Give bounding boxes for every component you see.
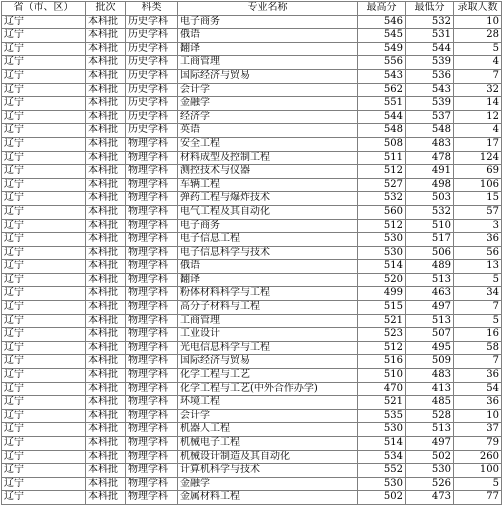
cell-major: 国际经济与贸易 <box>178 355 358 369</box>
cell-min-score: 507 <box>406 328 454 342</box>
header-admitted: 录取人数 <box>454 2 502 16</box>
cell-admitted: 57 <box>454 205 502 219</box>
cell-subject: 物理学科 <box>126 287 178 301</box>
cell-min-score: 539 <box>406 56 454 70</box>
header-province: 省（市、区） <box>2 2 86 16</box>
cell-min-score: 485 <box>406 396 454 410</box>
cell-subject: 物理学科 <box>126 477 178 491</box>
cell-province: 辽宁 <box>2 178 86 192</box>
cell-major: 高分子材料与工程 <box>178 301 358 315</box>
cell-admitted: 34 <box>454 287 502 301</box>
cell-min-score: 517 <box>406 233 454 247</box>
cell-max-score: 521 <box>358 396 406 410</box>
cell-max-score: 543 <box>358 69 406 83</box>
cell-batch: 本科批 <box>86 464 126 478</box>
cell-max-score: 560 <box>358 205 406 219</box>
table-row <box>2 29 502 43</box>
table-row <box>2 328 502 342</box>
header-min-score: 最低分 <box>406 2 454 16</box>
cell-max-score: 530 <box>358 423 406 437</box>
cell-subject: 历史学科 <box>126 29 178 43</box>
table-row <box>2 314 502 328</box>
cell-min-score: 543 <box>406 83 454 97</box>
cell-min-score: 539 <box>406 97 454 111</box>
cell-min-score: 530 <box>406 464 454 478</box>
cell-batch: 本科批 <box>86 423 126 437</box>
cell-max-score: 521 <box>358 314 406 328</box>
cell-major: 工商管理 <box>178 56 358 70</box>
table-row <box>2 341 502 355</box>
table-row <box>2 477 502 491</box>
cell-batch: 本科批 <box>86 42 126 56</box>
cell-province: 辽宁 <box>2 273 86 287</box>
cell-major: 金融学 <box>178 477 358 491</box>
cell-province: 辽宁 <box>2 287 86 301</box>
table-row <box>2 137 502 151</box>
table-row <box>2 355 502 369</box>
cell-province: 辽宁 <box>2 423 86 437</box>
cell-province: 辽宁 <box>2 29 86 43</box>
cell-admitted: 36 <box>454 396 502 410</box>
cell-min-score: 489 <box>406 260 454 274</box>
cell-admitted: 54 <box>454 382 502 396</box>
cell-max-score: 534 <box>358 450 406 464</box>
cell-major: 车辆工程 <box>178 178 358 192</box>
cell-province: 辽宁 <box>2 83 86 97</box>
cell-max-score: 530 <box>358 477 406 491</box>
cell-max-score: 514 <box>358 260 406 274</box>
table-row <box>2 287 502 301</box>
cell-province: 辽宁 <box>2 110 86 124</box>
cell-major: 机械设计制造及其自动化 <box>178 450 358 464</box>
cell-max-score: 520 <box>358 273 406 287</box>
cell-batch: 本科批 <box>86 328 126 342</box>
table-row <box>2 301 502 315</box>
cell-subject: 物理学科 <box>126 409 178 423</box>
cell-admitted: 106 <box>454 178 502 192</box>
cell-admitted: 58 <box>454 341 502 355</box>
cell-province: 辽宁 <box>2 192 86 206</box>
cell-min-score: 526 <box>406 477 454 491</box>
cell-batch: 本科批 <box>86 369 126 383</box>
cell-major: 翻译 <box>178 273 358 287</box>
cell-admitted: 100 <box>454 464 502 478</box>
cell-batch: 本科批 <box>86 178 126 192</box>
cell-major: 国际经济与贸易 <box>178 69 358 83</box>
cell-batch: 本科批 <box>86 477 126 491</box>
cell-subject: 物理学科 <box>126 233 178 247</box>
cell-admitted: 3 <box>454 219 502 233</box>
table-row <box>2 205 502 219</box>
cell-min-score: 413 <box>406 382 454 396</box>
cell-major: 会计学 <box>178 83 358 97</box>
cell-province: 辽宁 <box>2 450 86 464</box>
cell-major: 光电信息科学与工程 <box>178 341 358 355</box>
cell-admitted: 17 <box>454 137 502 151</box>
cell-min-score: 497 <box>406 437 454 451</box>
cell-admitted: 5 <box>454 273 502 287</box>
cell-max-score: 532 <box>358 192 406 206</box>
cell-subject: 物理学科 <box>126 314 178 328</box>
cell-subject: 物理学科 <box>126 151 178 165</box>
cell-subject: 历史学科 <box>126 83 178 97</box>
cell-batch: 本科批 <box>86 301 126 315</box>
table-row <box>2 56 502 70</box>
cell-admitted: 5 <box>454 477 502 491</box>
cell-province: 辽宁 <box>2 396 86 410</box>
cell-admitted: 14 <box>454 97 502 111</box>
cell-subject: 物理学科 <box>126 491 178 505</box>
cell-major: 俄语 <box>178 29 358 43</box>
cell-batch: 本科批 <box>86 165 126 179</box>
cell-province: 辽宁 <box>2 205 86 219</box>
cell-subject: 物理学科 <box>126 382 178 396</box>
cell-batch: 本科批 <box>86 246 126 260</box>
cell-province: 辽宁 <box>2 56 86 70</box>
cell-subject: 物理学科 <box>126 192 178 206</box>
cell-min-score: 510 <box>406 219 454 233</box>
cell-province: 辽宁 <box>2 97 86 111</box>
cell-subject: 历史学科 <box>126 124 178 138</box>
cell-province: 辽宁 <box>2 437 86 451</box>
cell-admitted: 37 <box>454 423 502 437</box>
cell-max-score: 502 <box>358 491 406 505</box>
table-row <box>2 450 502 464</box>
table-row <box>2 178 502 192</box>
cell-major: 金属材料工程 <box>178 491 358 505</box>
cell-max-score: 499 <box>358 287 406 301</box>
cell-batch: 本科批 <box>86 151 126 165</box>
table-row <box>2 409 502 423</box>
cell-province: 辽宁 <box>2 491 86 505</box>
cell-max-score: 515 <box>358 301 406 315</box>
cell-min-score: 532 <box>406 205 454 219</box>
cell-major: 计算机科学与技术 <box>178 464 358 478</box>
cell-province: 辽宁 <box>2 355 86 369</box>
cell-min-score: 495 <box>406 341 454 355</box>
cell-province: 辽宁 <box>2 369 86 383</box>
cell-province: 辽宁 <box>2 409 86 423</box>
cell-batch: 本科批 <box>86 409 126 423</box>
table-row <box>2 110 502 124</box>
header-subject: 科类 <box>126 2 178 16</box>
cell-admitted: 56 <box>454 246 502 260</box>
cell-major: 电子商务 <box>178 219 358 233</box>
cell-batch: 本科批 <box>86 97 126 111</box>
cell-province: 辽宁 <box>2 246 86 260</box>
table-row <box>2 491 502 505</box>
cell-min-score: 531 <box>406 29 454 43</box>
cell-min-score: 537 <box>406 110 454 124</box>
cell-admitted: 28 <box>454 29 502 43</box>
cell-max-score: 512 <box>358 219 406 233</box>
cell-batch: 本科批 <box>86 233 126 247</box>
cell-major: 粉体材料科学与工程 <box>178 287 358 301</box>
cell-batch: 本科批 <box>86 450 126 464</box>
table-row <box>2 97 502 111</box>
cell-major: 安全工程 <box>178 137 358 151</box>
cell-max-score: 530 <box>358 233 406 247</box>
cell-min-score: 483 <box>406 137 454 151</box>
cell-province: 辽宁 <box>2 314 86 328</box>
cell-batch: 本科批 <box>86 219 126 233</box>
cell-min-score: 473 <box>406 491 454 505</box>
cell-batch: 本科批 <box>86 396 126 410</box>
cell-max-score: 508 <box>358 137 406 151</box>
cell-province: 辽宁 <box>2 260 86 274</box>
table-row <box>2 273 502 287</box>
cell-subject: 物理学科 <box>126 205 178 219</box>
cell-batch: 本科批 <box>86 110 126 124</box>
table-row <box>2 437 502 451</box>
cell-province: 辽宁 <box>2 301 86 315</box>
cell-major: 化学工程与工艺 <box>178 369 358 383</box>
cell-subject: 物理学科 <box>126 137 178 151</box>
cell-subject: 物理学科 <box>126 219 178 233</box>
table-row <box>2 15 502 29</box>
cell-major: 化学工程与工艺(中外合作办学) <box>178 382 358 396</box>
cell-major: 材料成型及控制工程 <box>178 151 358 165</box>
cell-subject: 物理学科 <box>126 396 178 410</box>
table-row <box>2 124 502 138</box>
cell-batch: 本科批 <box>86 491 126 505</box>
cell-max-score: 562 <box>358 83 406 97</box>
cell-province: 辽宁 <box>2 165 86 179</box>
cell-admitted: 10 <box>454 409 502 423</box>
cell-max-score: 535 <box>358 409 406 423</box>
header-batch: 批次 <box>86 2 126 16</box>
cell-min-score: 513 <box>406 423 454 437</box>
cell-admitted: 69 <box>454 165 502 179</box>
table-row <box>2 42 502 56</box>
table-row <box>2 246 502 260</box>
cell-min-score: 536 <box>406 69 454 83</box>
cell-admitted: 77 <box>454 491 502 505</box>
cell-admitted: 36 <box>454 233 502 247</box>
cell-min-score: 544 <box>406 42 454 56</box>
table-row <box>2 369 502 383</box>
cell-min-score: 503 <box>406 192 454 206</box>
cell-batch: 本科批 <box>86 137 126 151</box>
cell-max-score: 549 <box>358 42 406 56</box>
cell-province: 辽宁 <box>2 464 86 478</box>
cell-max-score: 546 <box>358 15 406 29</box>
cell-province: 辽宁 <box>2 219 86 233</box>
cell-batch: 本科批 <box>86 205 126 219</box>
cell-admitted: 4 <box>454 124 502 138</box>
cell-admitted: 7 <box>454 301 502 315</box>
cell-batch: 本科批 <box>86 56 126 70</box>
cell-admitted: 124 <box>454 151 502 165</box>
cell-max-score: 545 <box>358 29 406 43</box>
cell-batch: 本科批 <box>86 287 126 301</box>
cell-max-score: 470 <box>358 382 406 396</box>
cell-admitted: 12 <box>454 110 502 124</box>
cell-province: 辽宁 <box>2 151 86 165</box>
cell-major: 工商管理 <box>178 314 358 328</box>
cell-subject: 物理学科 <box>126 341 178 355</box>
cell-province: 辽宁 <box>2 328 86 342</box>
cell-min-score: 502 <box>406 450 454 464</box>
cell-subject: 物理学科 <box>126 178 178 192</box>
cell-major: 俄语 <box>178 260 358 274</box>
cell-subject: 历史学科 <box>126 42 178 56</box>
table-row <box>2 69 502 83</box>
cell-subject: 物理学科 <box>126 246 178 260</box>
cell-max-score: 548 <box>358 124 406 138</box>
table-row <box>2 423 502 437</box>
cell-max-score: 516 <box>358 355 406 369</box>
cell-subject: 物理学科 <box>126 273 178 287</box>
cell-batch: 本科批 <box>86 314 126 328</box>
cell-major: 测控技术与仪器 <box>178 165 358 179</box>
cell-subject: 物理学科 <box>126 450 178 464</box>
cell-max-score: 523 <box>358 328 406 342</box>
cell-admitted: 7 <box>454 355 502 369</box>
cell-subject: 物理学科 <box>126 437 178 451</box>
cell-admitted: 36 <box>454 369 502 383</box>
cell-min-score: 498 <box>406 178 454 192</box>
cell-max-score: 512 <box>358 165 406 179</box>
header-max-score: 最高分 <box>358 2 406 16</box>
cell-province: 辽宁 <box>2 69 86 83</box>
cell-batch: 本科批 <box>86 273 126 287</box>
cell-batch: 本科批 <box>86 260 126 274</box>
cell-major: 机械电子工程 <box>178 437 358 451</box>
table-row <box>2 151 502 165</box>
cell-major: 电子信息科学与技术 <box>178 246 358 260</box>
cell-subject: 历史学科 <box>126 110 178 124</box>
cell-major: 电子信息工程 <box>178 233 358 247</box>
cell-max-score: 556 <box>358 56 406 70</box>
cell-subject: 物理学科 <box>126 464 178 478</box>
cell-min-score: 497 <box>406 301 454 315</box>
table-row <box>2 192 502 206</box>
table-row <box>2 83 502 97</box>
cell-min-score: 506 <box>406 246 454 260</box>
cell-max-score: 527 <box>358 178 406 192</box>
header-major: 专业名称 <box>178 2 358 16</box>
cell-major: 工业设计 <box>178 328 358 342</box>
cell-min-score: 513 <box>406 314 454 328</box>
cell-province: 辽宁 <box>2 124 86 138</box>
cell-subject: 物理学科 <box>126 260 178 274</box>
cell-province: 辽宁 <box>2 137 86 151</box>
cell-batch: 本科批 <box>86 29 126 43</box>
cell-min-score: 491 <box>406 165 454 179</box>
cell-province: 辽宁 <box>2 477 86 491</box>
table-row <box>2 382 502 396</box>
cell-major: 翻译 <box>178 42 358 56</box>
cell-major: 电子商务 <box>178 15 358 29</box>
cell-max-score: 512 <box>358 341 406 355</box>
cell-subject: 历史学科 <box>126 97 178 111</box>
cell-subject: 物理学科 <box>126 165 178 179</box>
cell-province: 辽宁 <box>2 42 86 56</box>
table-row <box>2 464 502 478</box>
cell-subject: 历史学科 <box>126 56 178 70</box>
cell-max-score: 511 <box>358 151 406 165</box>
cell-admitted: 79 <box>454 437 502 451</box>
cell-admitted: 16 <box>454 328 502 342</box>
cell-province: 辽宁 <box>2 382 86 396</box>
cell-province: 辽宁 <box>2 233 86 247</box>
cell-province: 辽宁 <box>2 15 86 29</box>
cell-admitted: 4 <box>454 56 502 70</box>
table-row <box>2 396 502 410</box>
cell-subject: 物理学科 <box>126 369 178 383</box>
cell-batch: 本科批 <box>86 15 126 29</box>
cell-admitted: 10 <box>454 15 502 29</box>
table-body <box>2 15 502 504</box>
cell-min-score: 548 <box>406 124 454 138</box>
cell-major: 机器人工程 <box>178 423 358 437</box>
cell-batch: 本科批 <box>86 192 126 206</box>
cell-major: 经济学 <box>178 110 358 124</box>
cell-min-score: 463 <box>406 287 454 301</box>
cell-admitted: 15 <box>454 192 502 206</box>
header-row <box>2 2 502 16</box>
cell-admitted: 5 <box>454 42 502 56</box>
cell-major: 弹药工程与爆炸技术 <box>178 192 358 206</box>
cell-max-score: 544 <box>358 110 406 124</box>
cell-min-score: 513 <box>406 273 454 287</box>
cell-major: 英语 <box>178 124 358 138</box>
cell-subject: 物理学科 <box>126 301 178 315</box>
cell-major: 会计学 <box>178 409 358 423</box>
cell-batch: 本科批 <box>86 341 126 355</box>
cell-admitted: 32 <box>454 83 502 97</box>
cell-major: 环境工程 <box>178 396 358 410</box>
cell-batch: 本科批 <box>86 83 126 97</box>
cell-batch: 本科批 <box>86 124 126 138</box>
cell-major: 电气工程及其自动化 <box>178 205 358 219</box>
table-row <box>2 165 502 179</box>
admission-score-table <box>1 1 502 505</box>
cell-admitted: 7 <box>454 69 502 83</box>
cell-subject: 物理学科 <box>126 423 178 437</box>
cell-subject: 历史学科 <box>126 15 178 29</box>
cell-max-score: 551 <box>358 97 406 111</box>
cell-max-score: 514 <box>358 437 406 451</box>
cell-admitted: 5 <box>454 314 502 328</box>
cell-max-score: 510 <box>358 369 406 383</box>
cell-batch: 本科批 <box>86 69 126 83</box>
cell-batch: 本科批 <box>86 355 126 369</box>
cell-min-score: 532 <box>406 15 454 29</box>
cell-subject: 历史学科 <box>126 69 178 83</box>
cell-major: 金融学 <box>178 97 358 111</box>
table-row <box>2 260 502 274</box>
cell-max-score: 552 <box>358 464 406 478</box>
cell-min-score: 478 <box>406 151 454 165</box>
cell-subject: 物理学科 <box>126 328 178 342</box>
cell-min-score: 483 <box>406 369 454 383</box>
cell-max-score: 530 <box>358 246 406 260</box>
cell-admitted: 13 <box>454 260 502 274</box>
cell-province: 辽宁 <box>2 341 86 355</box>
cell-min-score: 528 <box>406 409 454 423</box>
cell-min-score: 509 <box>406 355 454 369</box>
cell-admitted: 260 <box>454 450 502 464</box>
table-row <box>2 233 502 247</box>
cell-batch: 本科批 <box>86 382 126 396</box>
table-row <box>2 219 502 233</box>
cell-batch: 本科批 <box>86 437 126 451</box>
cell-subject: 物理学科 <box>126 355 178 369</box>
